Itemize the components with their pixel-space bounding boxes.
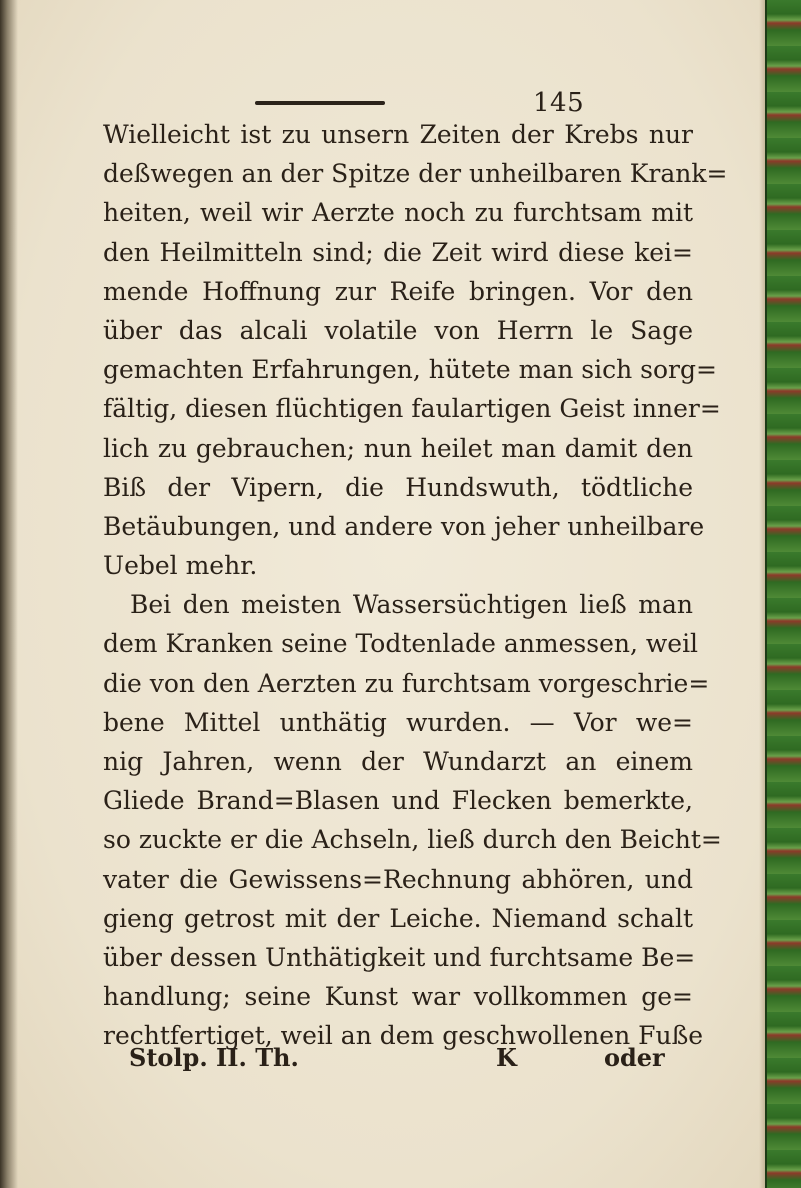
text-line: gemachten Erfahrungen, hütete man sich sorg=: [103, 355, 717, 385]
text-line: den Heilmitteln sind; die Zeit wird diese kei=: [103, 237, 693, 267]
signature-line: [129, 1038, 665, 1077]
catchword: oder: [604, 1043, 665, 1072]
header-rule: [255, 101, 385, 105]
text-line: heiten, weil wir Aerzte noch zu furchtsam mit: [103, 198, 693, 228]
text-line: über dessen Unthätigkeit und furchtsame Be=: [103, 942, 696, 972]
text-line: so zuckte er die Achseln, ließ durch den Beicht=: [103, 825, 722, 855]
text-line: über das alcali volatile von Herrn le Sage: [103, 315, 693, 345]
text-line: deßwegen an der Spitze der unheilbaren Krank=: [103, 159, 728, 189]
text-line: Gliede Brand=Blasen und Flecken bemerkte,: [103, 786, 693, 816]
signature-mark: K: [496, 1043, 517, 1072]
text-line: Betäubungen, und andere von jeher unheilbare: [103, 511, 705, 541]
text-line: Biß der Vipern, die Hundswuth, tödtliche: [103, 472, 693, 502]
text-line: Bei den meisten Wassersüchtigen ließ man: [130, 590, 693, 620]
text-line: mende Hoffnung zur Reife bringen. Vor den: [103, 276, 693, 306]
text-line: fältig, diesen flüchtigen faulartigen Geist inner=: [103, 394, 721, 424]
body-text: [103, 115, 728, 1056]
signature-title: Stolp. II. Th.: [129, 1043, 299, 1072]
page-number: 145: [533, 88, 585, 118]
text-line: dem Kranken seine Todtenlade anmessen, weil: [103, 629, 699, 659]
text-line: die von den Aerzten zu furchtsam vorgeschrie=: [103, 668, 710, 698]
book-spine-binding: [765, 0, 801, 1188]
text-line: rechtfertiget, weil an dem geschwollenen Fuße: [103, 1021, 704, 1051]
text-line: nig Jahren, wenn der Wundarzt an einem: [103, 747, 693, 776]
text-line: gieng getrost mit der Leiche. Niemand schalt: [103, 903, 693, 933]
text-line: Wielleicht ist zu unsern Zeiten der Krebs nur: [103, 120, 693, 149]
text-line: bene Mittel unthätig wurden. — Vor we=: [103, 707, 693, 737]
text-line: vater die Gewissens=Rechnung abhören, und: [103, 864, 693, 894]
text-line: handlung; seine Kunst war vollkommen ge=: [103, 982, 693, 1012]
text-line: lich zu gebrauchen; nun heilet man damit den: [103, 433, 693, 463]
text-line: Uebel mehr.: [103, 551, 258, 581]
gutter-shadow: [0, 0, 18, 1188]
